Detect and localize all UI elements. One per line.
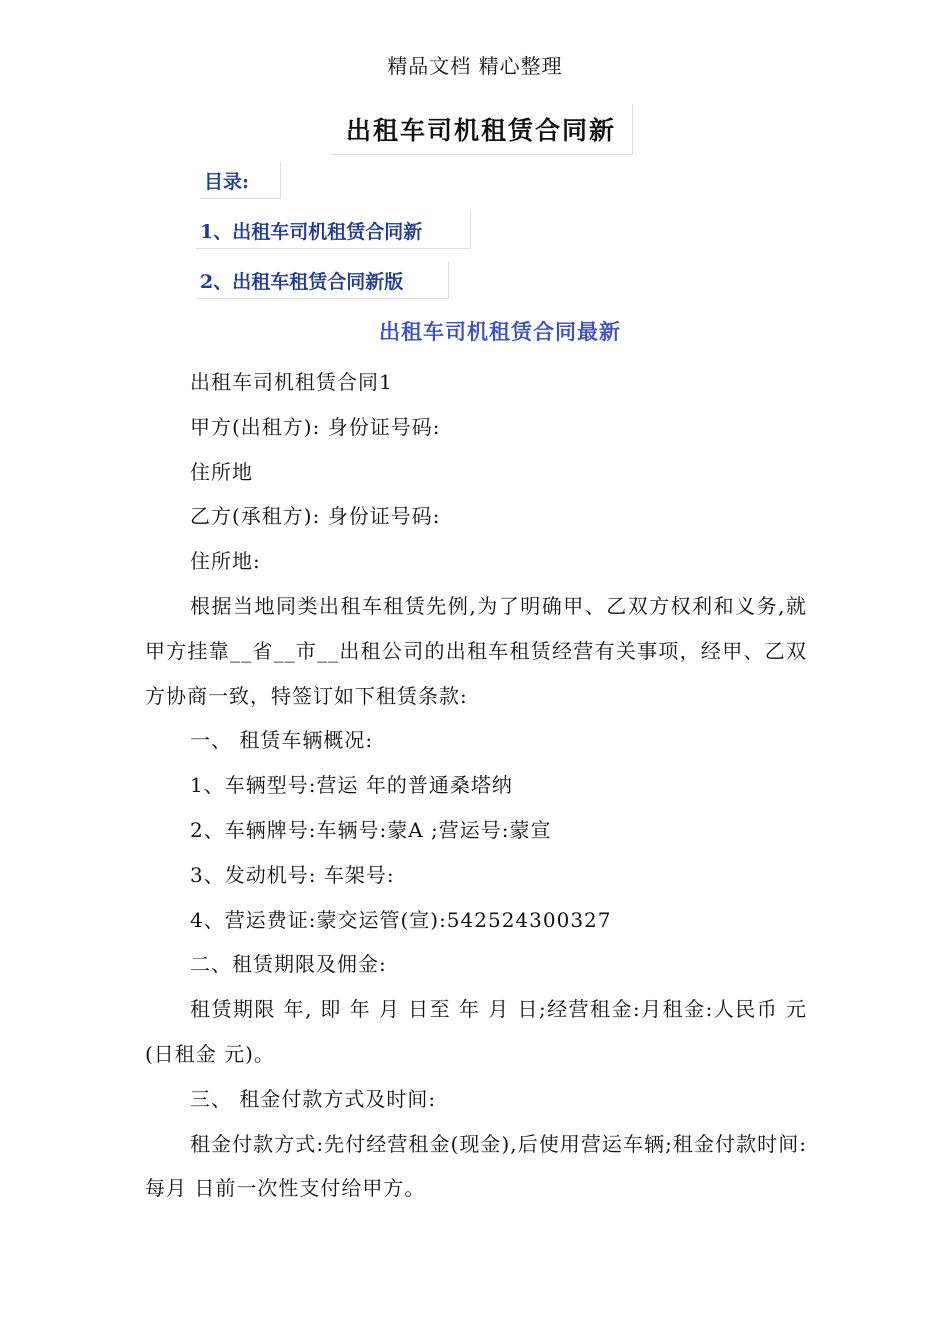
paragraph: 二、租赁期限及佣金:: [190, 952, 387, 977]
paragraph: 甲方(出租方): 身份证号码:: [190, 414, 441, 439]
paragraph: 租赁期限 年, 即 年 月 日至 年 月 日;经营租金:月租金:人民币 元(日租金 元)。: [145, 997, 807, 1066]
section-title: 出租车司机租赁合同最新: [379, 319, 621, 344]
paragraph: 乙方(承租方): 身份证号码:: [190, 504, 441, 529]
paragraph: 三、 租金付款方式及时间:: [190, 1086, 437, 1111]
toc-link-2[interactable]: 2、出租车租赁合同新版: [196, 262, 449, 299]
paragraph: 出租车司机租赁合同1: [190, 370, 393, 394]
title-box: [330, 104, 633, 155]
toc-link-1[interactable]: 1、出租车司机租赁合同新: [196, 212, 471, 249]
paragraph: 1、车辆型号:营运 年的普通桑塔纳: [190, 773, 513, 798]
paragraph: 4、营运费证:蒙交运管(宣):542524300327: [190, 907, 612, 932]
paragraph: 3、发动机号: 车架号:: [190, 862, 395, 887]
paragraph: 一、 租赁车辆概况:: [190, 728, 374, 753]
toc-label: 目录:: [200, 162, 281, 199]
paragraph: 住所地:: [190, 549, 261, 574]
page-header: 精品文档 精心整理: [387, 54, 563, 78]
paragraph: 租金付款方式:先付经营租金(现金),后使用营运车辆;租金付款时间:每月 日前一次性支付给甲方。: [145, 1131, 807, 1201]
paragraph: 2、车辆牌号:车辆号:蒙A ;营运号:蒙宣: [190, 817, 552, 842]
paragraph: 根据当地同类出租车租赁先例,为了明确甲、乙双方权利和义务,就甲方挂靠__省__市__出租公司的出租车租赁经营有关事项，经甲、乙双方协商一致，特签订如下租赁条款:: [145, 593, 807, 708]
contract-body: [145, 360, 807, 1211]
document-title: 出租车司机租赁合同新: [345, 116, 616, 145]
paragraph: 住所地: [190, 459, 253, 484]
